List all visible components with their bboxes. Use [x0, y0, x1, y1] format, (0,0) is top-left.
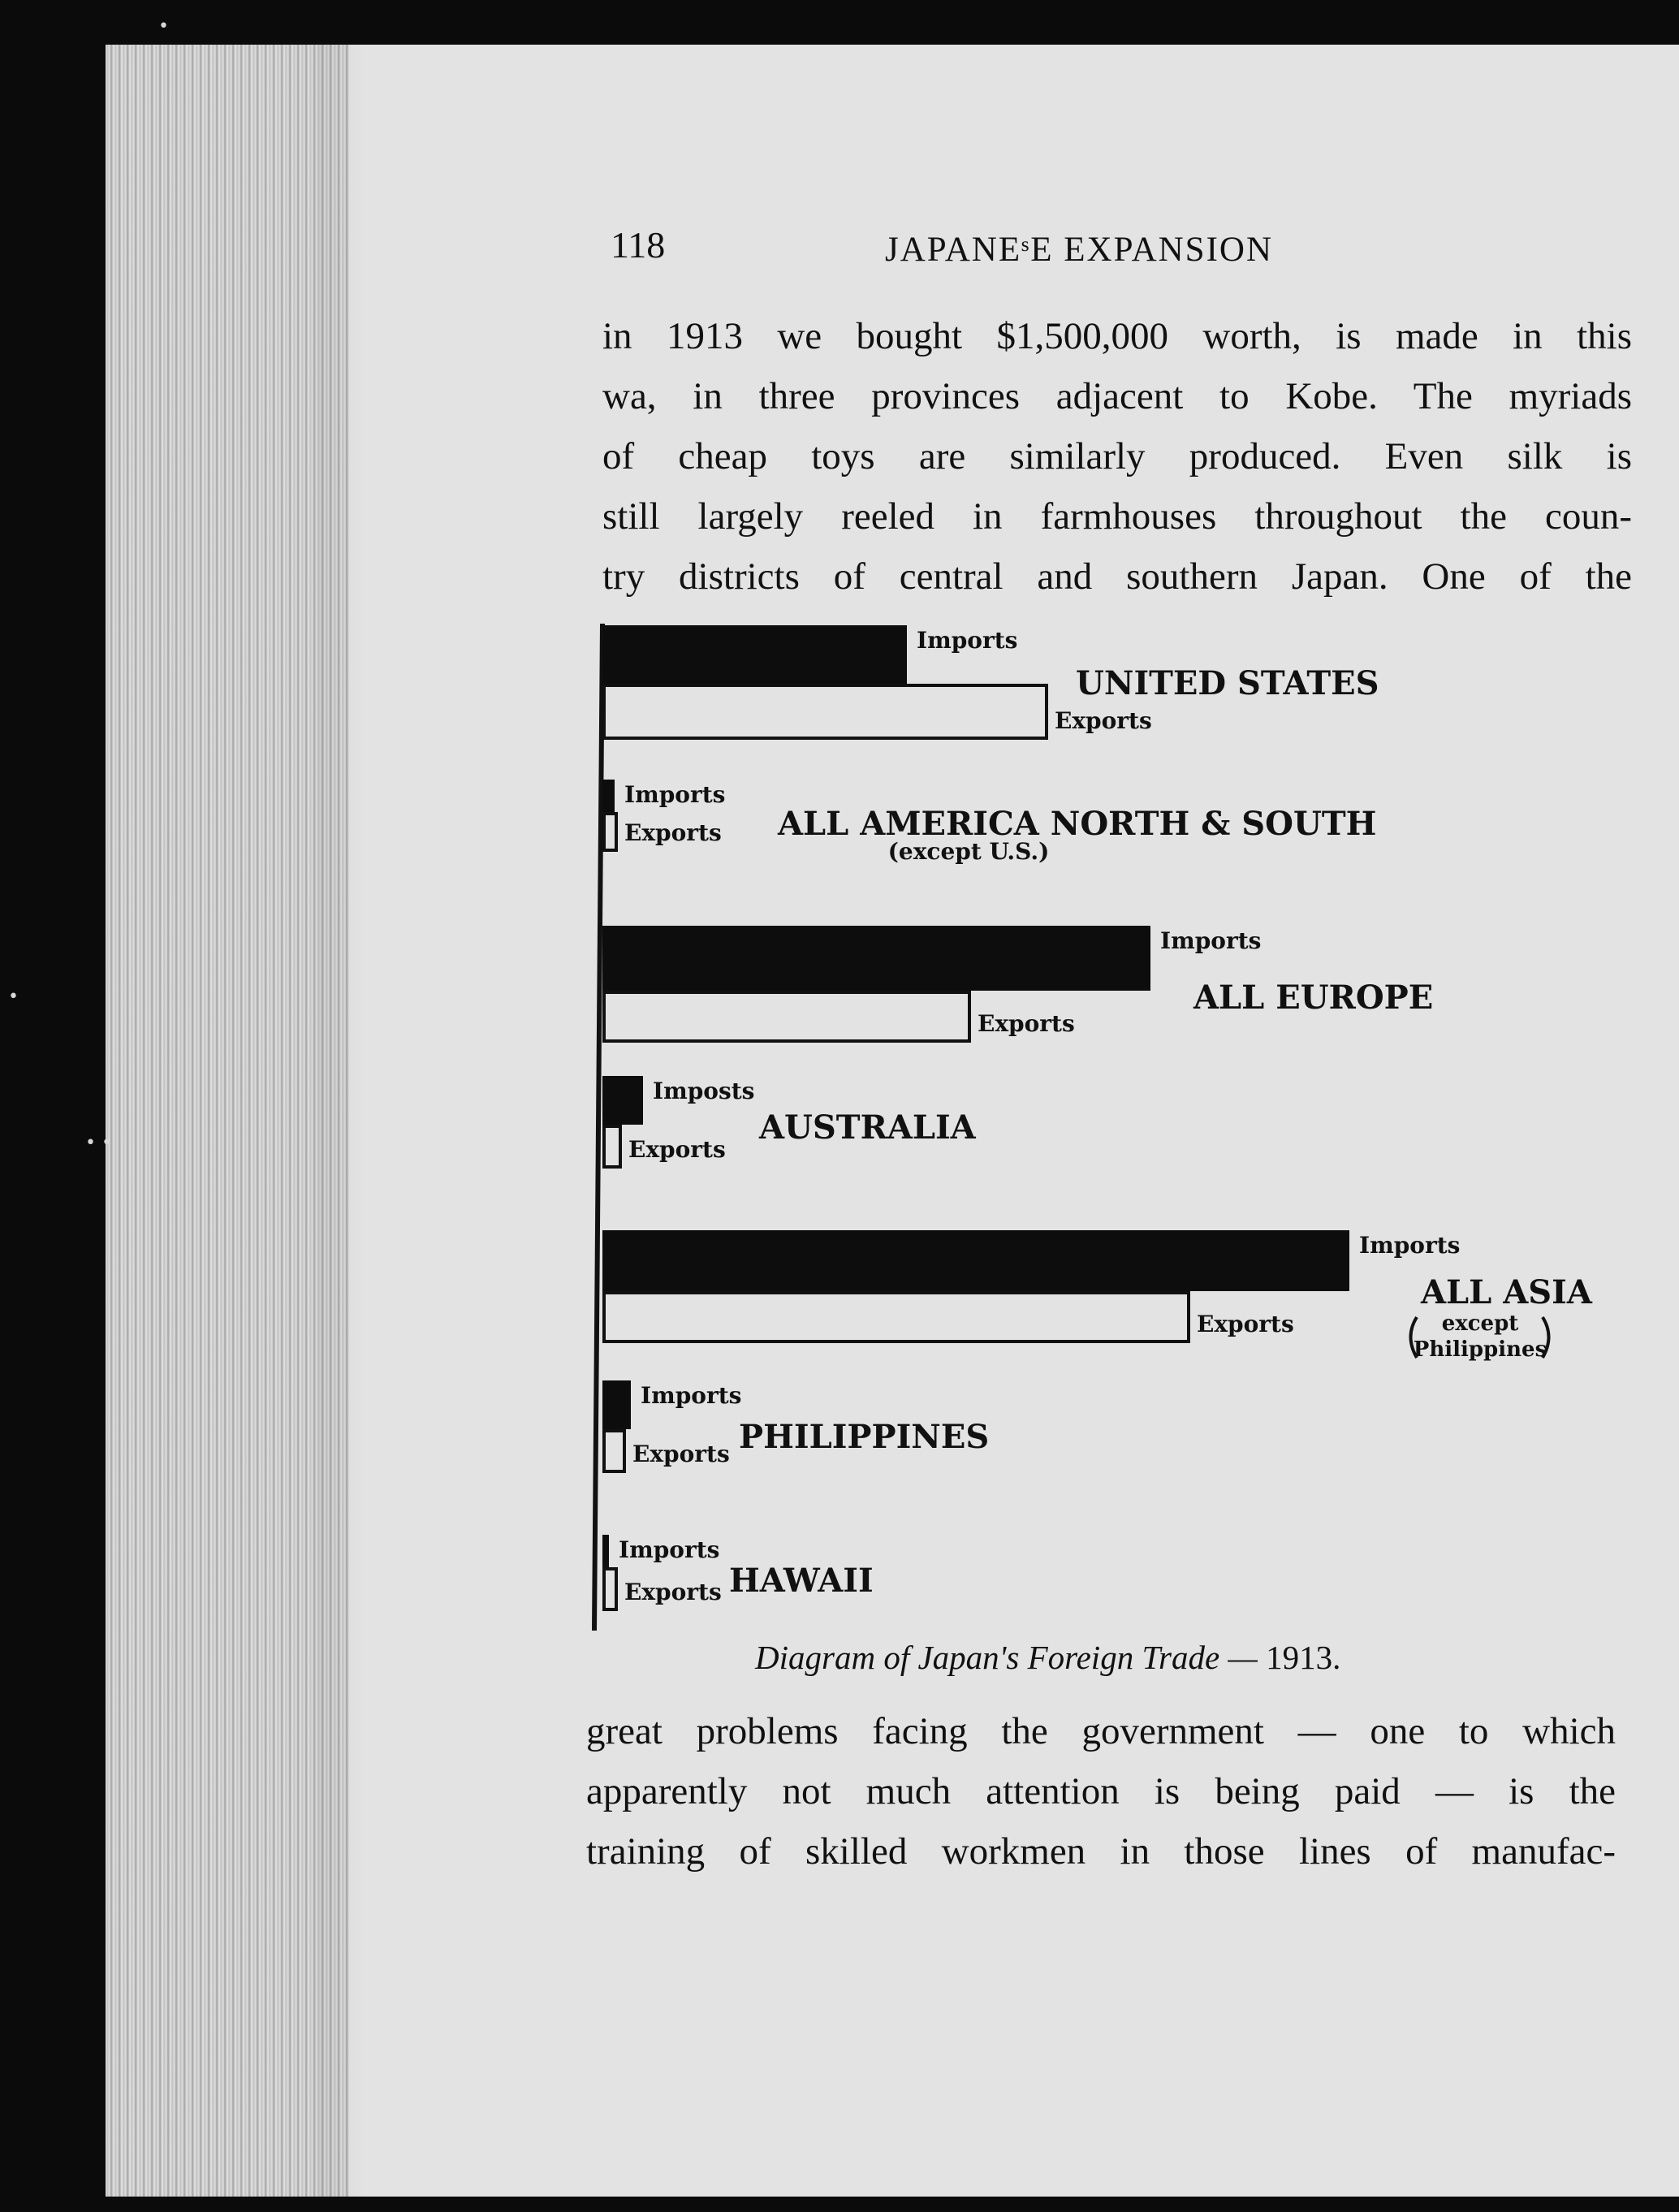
text-line: apparently not much attention is being paid — is the	[586, 1770, 1616, 1812]
country-sublabel: (except U.S.)	[887, 838, 1050, 865]
country-label: AUSTRALIA	[759, 1108, 976, 1147]
country-label: ALL EUROPE	[1193, 979, 1434, 1017]
imports-label: Imports	[624, 781, 726, 808]
country-label: ALL ASIA	[1421, 1273, 1592, 1311]
page-number: 118	[611, 224, 666, 266]
imports-label: Imports	[1359, 1232, 1461, 1259]
country-label: ALL AMERICA NORTH & SOUTH	[778, 805, 1377, 843]
exports-label: Exports	[632, 1441, 730, 1467]
text-line: wa, in three provinces adjacent to Kobe. The myriads	[602, 375, 1632, 417]
running-title: JAPANEˢE EXPANSION	[885, 231, 1274, 269]
paragraph-top	[602, 306, 1632, 607]
country-label: PHILIPPINES	[739, 1418, 990, 1456]
figure-caption	[755, 1638, 1340, 1677]
caption-text: Diagram of Japan's Foreign Trade —	[755, 1639, 1267, 1676]
country-sublabel: Philippines	[1413, 1337, 1547, 1362]
scan-speck: •	[158, 16, 169, 37]
country-label: HAWAII	[729, 1562, 874, 1600]
exports-label: Exports	[624, 1579, 722, 1605]
imports-label: Imposts	[653, 1078, 755, 1104]
scan-speck: •	[8, 987, 19, 1007]
exports-label: Exports	[978, 1010, 1075, 1037]
caption-year: 1913.	[1266, 1639, 1341, 1676]
imports-label: Imports	[619, 1536, 720, 1563]
text-line: of cheap toys are similarly produced. Even silk is	[602, 435, 1632, 477]
paragraph-bottom	[586, 1701, 1616, 1881]
page-header	[601, 215, 1632, 280]
exports-label: Exports	[628, 1136, 726, 1163]
scan-speck: • •	[85, 1133, 112, 1153]
exports-label: Exports	[1055, 707, 1152, 734]
text-line: in 1913 we bought $1,500,000 worth, is made in this	[602, 315, 1632, 357]
page-edge-stack	[106, 45, 349, 2197]
text-line: still largely reeled in farmhouses throughout the coun-	[602, 495, 1632, 538]
text-line: try districts of central and southern Japan. One of the	[602, 555, 1632, 598]
imports-label: Imports	[641, 1382, 742, 1409]
country-sublabel: except	[1441, 1311, 1519, 1336]
country-label: UNITED STATES	[1076, 664, 1379, 702]
imports-label: Imports	[1160, 927, 1262, 954]
imports-label: Imports	[917, 627, 1018, 654]
exports-label: Exports	[624, 819, 722, 846]
exports-label: Exports	[1197, 1311, 1294, 1337]
text-line: great problems facing the government — one to which	[586, 1710, 1616, 1752]
gutter-shadow	[317, 45, 365, 2197]
text-line: training of skilled workmen in those lines of manufac-	[586, 1830, 1616, 1873]
